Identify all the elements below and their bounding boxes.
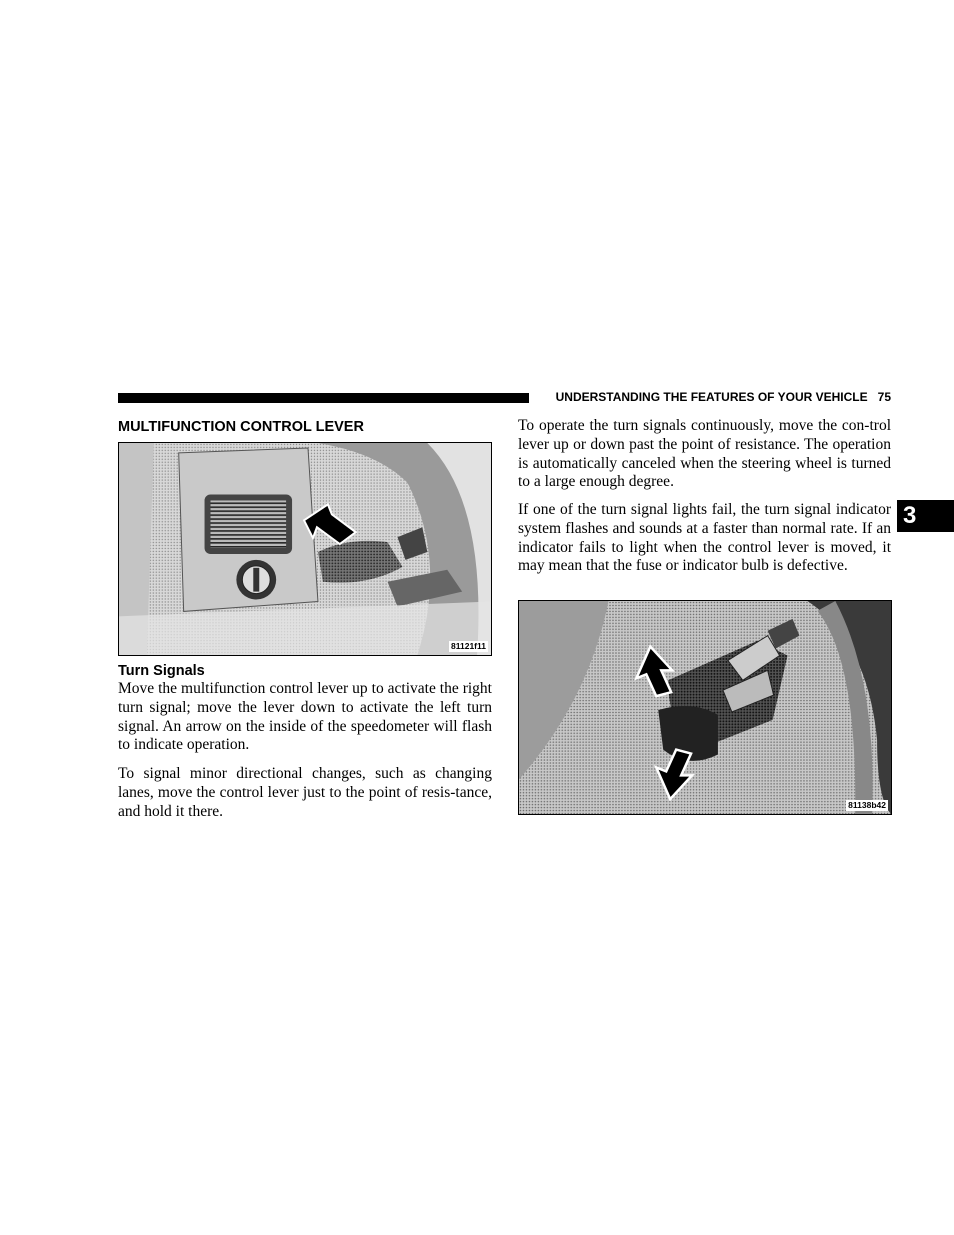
figure-id-label: 81121f11 [451,641,486,651]
running-header [538,389,891,405]
section-title: MULTIFUNCTION CONTROL LEVER [118,419,364,435]
page-number: 75 [877,390,891,404]
figure-id-label: 81138b42 [848,800,886,810]
header-section-title: UNDERSTANDING THE FEATURES OF YOUR VEHICLE [555,390,868,404]
paragraph-turn-signal-activation: Move the multifunction control lever up to activate the right turn signal; move the lever down to activate the left turn signal. An arrow on the inside of the speedometer will flash to indicate operation. [118,680,492,754]
header-rule [118,393,529,403]
paragraph-indicator-failure: If one of the turn signal lights fail, the turn signal indicator system flashes and sounds at a faster than normal rate. If an indicator fails to light when the control lever is moved, it may mean that the fuse or indicator bulb is defective. [518,501,891,575]
figure-lever-up-down-arrows [518,600,892,815]
paragraph-lane-change: To signal minor directional changes, such as changing lanes, move the control lever just to the point of resis-tance, and hold it there. [118,765,492,820]
lever-illustration [519,601,891,814]
dashboard-illustration [119,443,491,655]
subheading-turn-signals: Turn Signals [118,663,205,679]
chapter-tab: 3 [897,500,954,532]
paragraph-continuous-operation: To operate the turn signals continuously, move the con-trol lever up or down past the point of resistance. The operation is automatically canceled when the steering wheel is turned to a large enough degree. [518,417,891,491]
figure-multifunction-lever-dashboard [118,442,492,656]
